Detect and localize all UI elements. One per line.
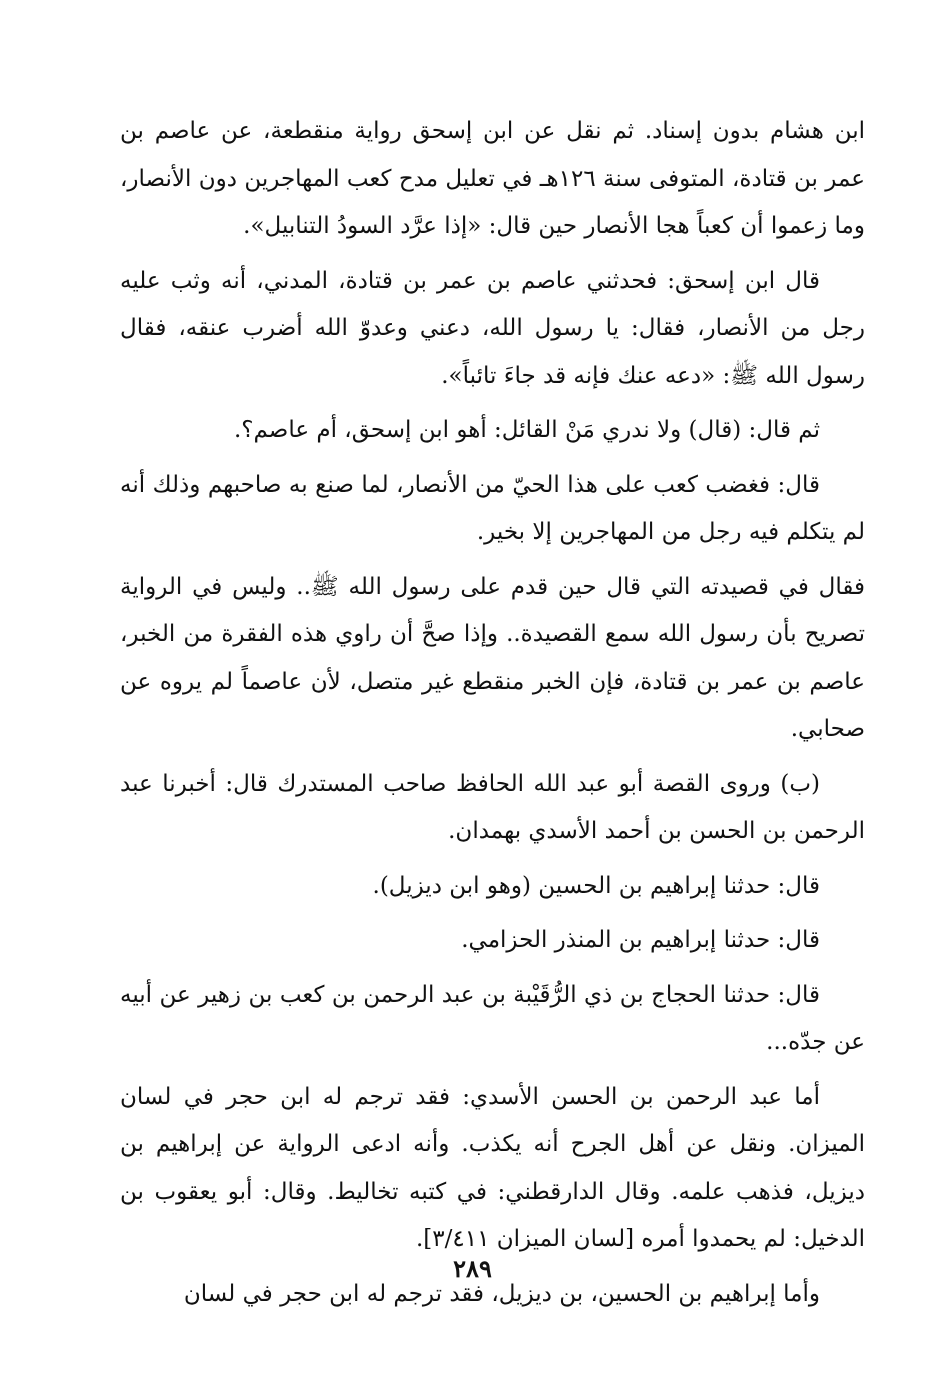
paragraph-8: قال: حدثنا إبراهيم بن المنذر الحزامي. xyxy=(461,927,820,953)
paragraph-6: (ب) وروى القصة أبو عبد الله الحافظ صاحب المستدرك قال: أخبرنا عبد الرحمن بن الحسن بن أحمد الأسدي بهمدان. xyxy=(120,770,865,844)
paragraph-1: ابن هشام بدون إسناد. ثم نقل عن ابن إسحق رواية منقطعة، عن عاصم بن عمر بن قتادة، المتوفى سنة ١٢٦هـ في تعليل مدح كعب المهاجرين دون الأنصار، وما زعموا أن كعباً هجا الأنصار حين قال: «إذا عرَّد السودُ التنابيل». xyxy=(120,118,865,239)
paragraph-11: وأما إبراهيم بن الحسين، بن ديزيل، فقد ترجم له ابن حجر في لسان xyxy=(183,1280,820,1307)
paragraph-3: ثم قال: (قال) ولا ندري مَنْ القائل: أهو ابن إسحق، أم عاصم؟. xyxy=(233,417,820,443)
page-number: ٢٨٩ xyxy=(453,1254,492,1283)
paragraph-5: فقال في قصيدته التي قال حين قدم على رسول الله ﷺ.. وليس في الرواية تصريح بأن رسول الله سمع القصيدة.. وإذا صحَّ أن راوي هذه الفقرة من الخبر، عاصم بن عمر بن قتادة، فإن الخبر منقطع غير متصل، لأن عاصماً لم يروه عن صحابي. xyxy=(120,573,865,742)
paragraph-10: أما عبد الرحمن بن الحسن الأسدي: فقد ترجم له ابن حجر في لسان الميزان. ونقل عن أهل الجرح أنه يكذب. وأنه ادعى الرواية عن إبراهيم بن ديزيل، فذهب علمه. وقال الدارقطني: في كتبه تخاليط. وقال: أبو يعقوب بن الدخيل: لم يحمدوا أمره [لسان الميزان ٣/٤١١]. xyxy=(120,1083,865,1252)
paragraph-9: قال: حدثنا الحجاج بن ذي الرُّقَيْبة بن عبد الرحمن بن كعب بن زهير عن أبيه عن جدّه... xyxy=(120,981,865,1055)
paragraph-2: قال ابن إسحق: فحدثني عاصم بن عمر بن قتادة، المدني، أنه وثب عليه رجل من الأنصار، فقال: يا رسول الله، دعني وعدوّ الله أضرب عنقه، فقال رسول الله ﷺ: «دعه عنك فإنه قد جاءَ تائباً». xyxy=(120,267,865,389)
paragraph-4: قال: فغضب كعب على هذا الحيّ من الأنصار، لما صنع به صاحبهم وذلك أنه لم يتكلم فيه رجل من المهاجرين إلا بخير. xyxy=(120,471,865,545)
paragraph-7: قال: حدثنا إبراهيم بن الحسين (وهو ابن ديزيل). xyxy=(372,872,820,899)
